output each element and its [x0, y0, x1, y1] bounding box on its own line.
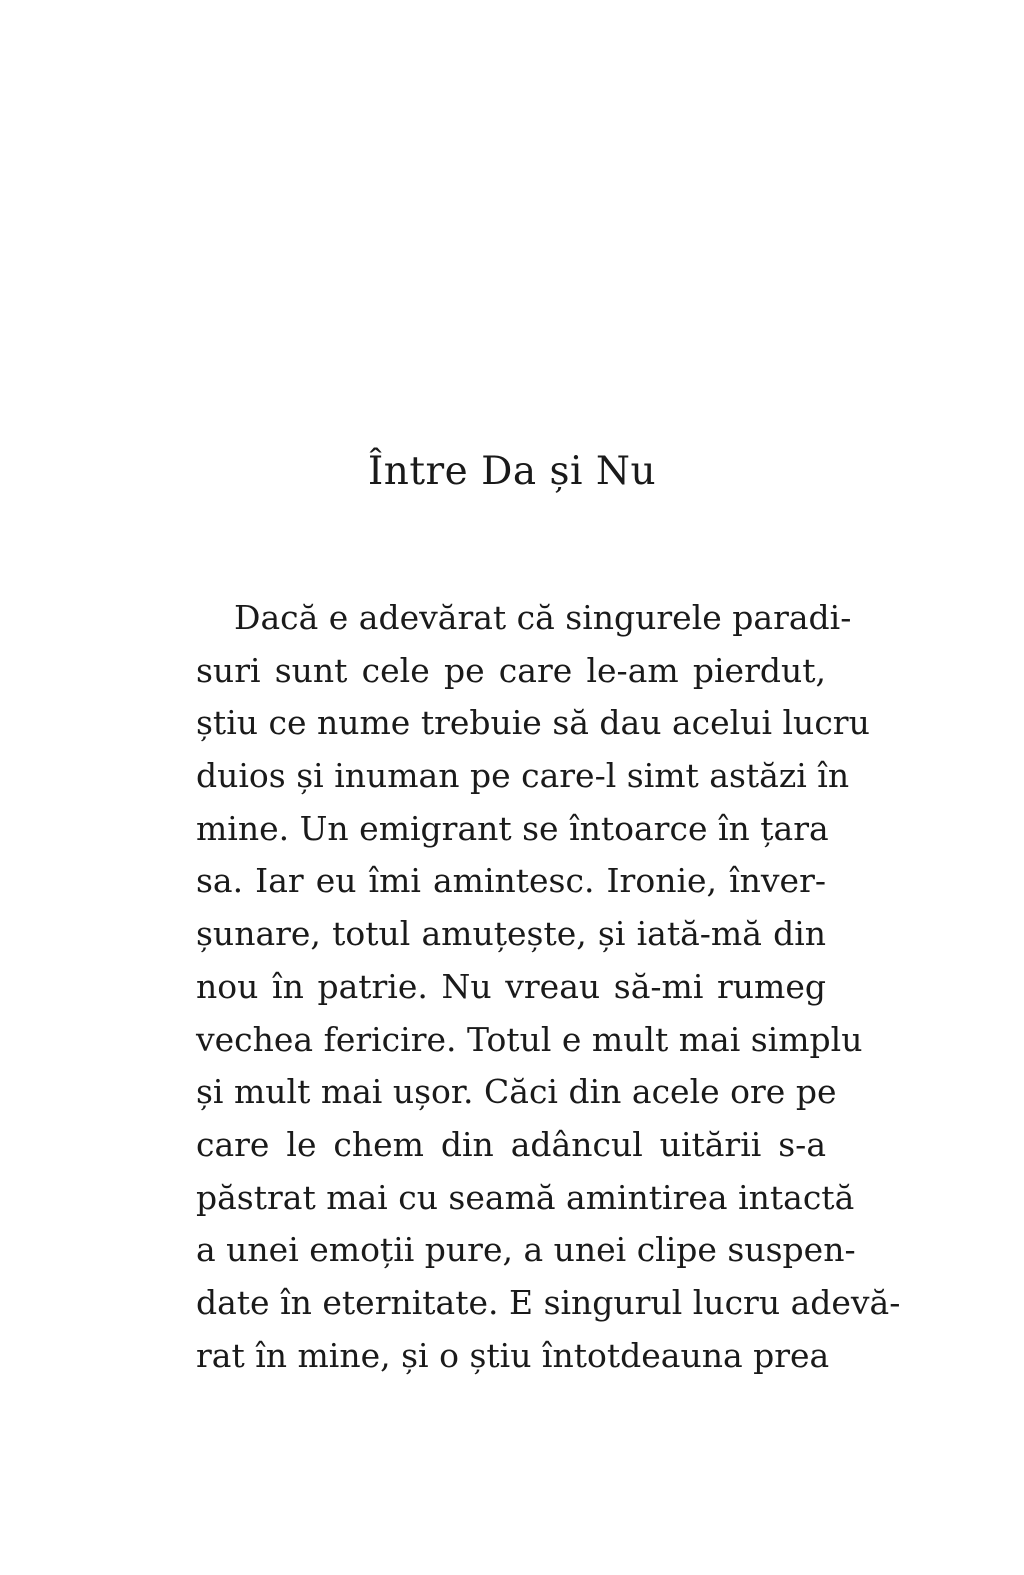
text-line: sa. Iar eu îmi amintesc. Ironie, înver-: [196, 861, 826, 901]
text-line: șunare, totul amuțește, și iată-mă din: [196, 914, 826, 954]
text-line: care le chem din adâncul uitării s-a: [196, 1124, 826, 1164]
text-line: știu ce nume trebuie să dau acelui lucru: [196, 703, 870, 743]
text-line: păstrat mai cu seamă amintirea intactă: [196, 1177, 855, 1217]
chapter-title: Între Da și Nu: [367, 449, 657, 494]
text-line: și mult mai ușor. Căci din acele ore pe: [196, 1072, 837, 1112]
text-line: a unei emoții pure, a unei clipe suspen-: [196, 1230, 856, 1270]
text-line: suri sunt cele pe care le-am pierdut,: [196, 650, 826, 690]
text-line: date în eternitate. E singurul lucru adevă-: [196, 1282, 901, 1322]
text-line: rat în mine, și o știu întotdeauna prea: [196, 1335, 830, 1375]
text-line: duios și inuman pe care-l simt astăzi în: [196, 756, 850, 796]
text-line: nou în patrie. Nu vreau să-mi rumeg: [196, 966, 826, 1006]
text-line: Dacă e adevărat că singurele paradi-: [234, 598, 852, 637]
chapter-body: [196, 592, 901, 1382]
text-line: mine. Un emigrant se întoarce în țara: [196, 808, 829, 848]
text-line: vechea fericire. Totul e mult mai simplu: [196, 1019, 863, 1059]
